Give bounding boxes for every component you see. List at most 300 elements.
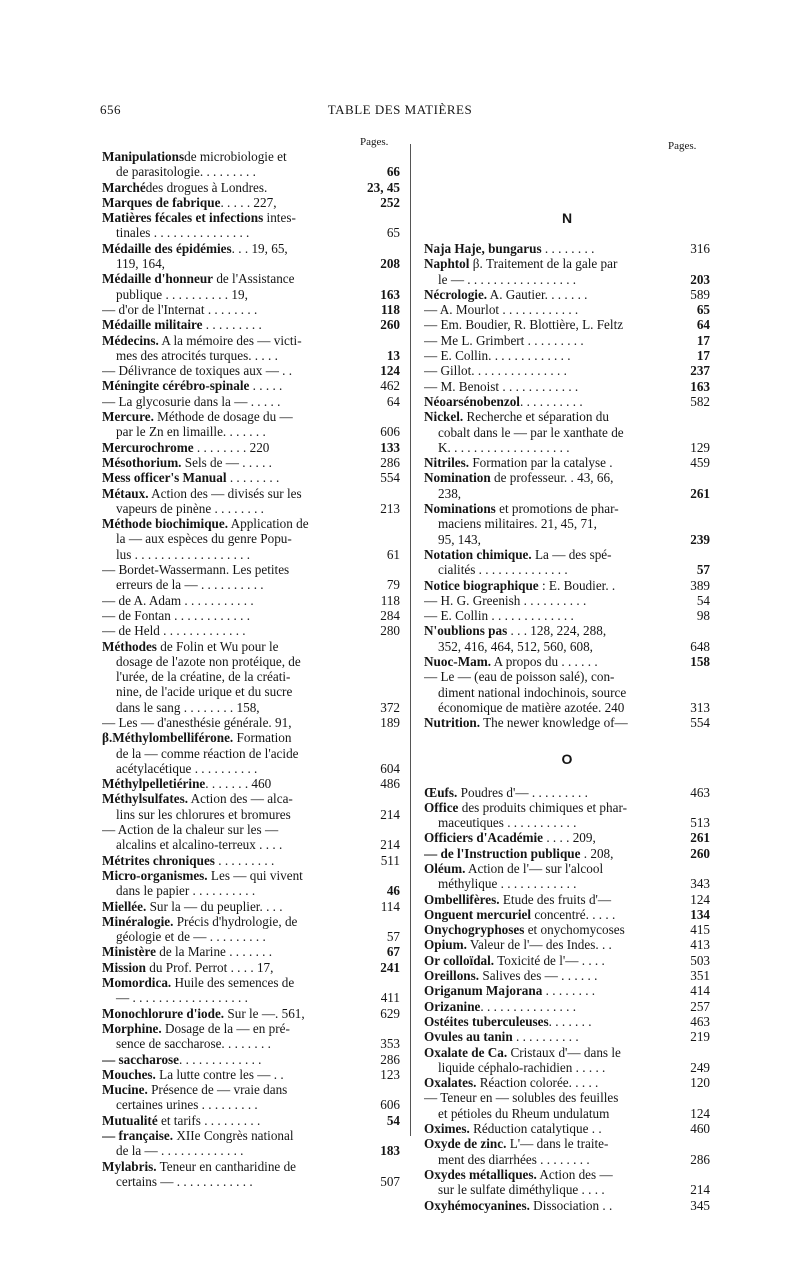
entry-line — [102, 378, 360, 393]
entry-text: nine, de l'acide urique et du sucre — [116, 684, 293, 700]
page-reference: 351 — [690, 968, 710, 984]
entry-term: Origanum Majorana — [424, 983, 543, 999]
entry-line — [102, 1067, 360, 1082]
entry-line — [424, 455, 670, 470]
entry-text: XIIe Congrès national — [173, 1128, 294, 1143]
index-entry — [102, 639, 400, 715]
entry-line — [424, 379, 670, 394]
entry-text: Présence de — vraie dans — [147, 1082, 288, 1098]
index-entry — [424, 1029, 710, 1044]
index-entry — [102, 562, 400, 593]
entry-line — [424, 547, 670, 562]
entry-text: A. Gautier. . . . . . . — [487, 286, 588, 302]
page-reference: 189 — [380, 714, 400, 730]
index-entry — [102, 623, 400, 638]
page-reference: 486 — [380, 776, 400, 792]
index-entry — [102, 241, 400, 272]
entry-text: 119, 164, — [116, 256, 165, 272]
entry-term: Néoarsénobenzol — [424, 393, 520, 409]
entry-line — [102, 409, 360, 424]
entry-line — [424, 800, 670, 815]
entry-line — [424, 562, 670, 577]
entry-term: Nickel. — [424, 409, 464, 425]
page-reference: 133 — [380, 439, 400, 455]
entry-line — [102, 593, 360, 608]
entry-text: — Le — (eau de poisson salé), con- — [424, 669, 615, 685]
page-reference: 46 — [386, 883, 400, 899]
index-entry — [102, 440, 400, 455]
page-reference: 23, 45 — [367, 179, 400, 195]
index-entry — [102, 486, 400, 517]
page-reference: 413 — [690, 937, 710, 953]
entry-text: publique . . . . . . . . . . 19, — [116, 286, 248, 302]
index-entry — [102, 791, 400, 822]
index-entry — [102, 210, 400, 241]
entry-line — [102, 761, 360, 776]
page-reference: 257 — [690, 998, 710, 1014]
index-entry — [102, 822, 400, 853]
index-entry — [102, 317, 400, 332]
entry-text: . . . . . . . . . . . . . — [179, 1051, 262, 1067]
entry-term: Manipulations — [102, 149, 185, 164]
entry-text: liquide céphalo-rachidien . . . . . — [438, 1059, 606, 1075]
index-entry — [102, 470, 400, 485]
entry-line — [424, 1136, 670, 1151]
index-entry — [102, 455, 400, 470]
entry-text: . . . 19, 65, — [231, 240, 288, 256]
entry-term: Officiers d'Académie — [424, 830, 544, 846]
pages-column-label-left: Pages. — [360, 136, 389, 148]
index-entry — [102, 409, 400, 440]
index-entry — [102, 1052, 400, 1067]
entry-term: Opium. — [424, 937, 467, 953]
section-letter: O — [561, 750, 573, 767]
entry-term: Nominations — [424, 501, 496, 517]
entry-term: Mésothorium. — [102, 454, 182, 470]
page-reference: 280 — [380, 623, 400, 639]
page-reference: 261 — [690, 830, 710, 846]
entry-line — [102, 256, 360, 271]
entry-text: — Délivrance de toxiques aux — . . — [102, 363, 293, 379]
entry-term: Onguent mercuriel — [424, 906, 532, 922]
entry-line — [424, 815, 670, 830]
page-reference: 415 — [690, 922, 710, 938]
index-column-right — [424, 207, 710, 1213]
entry-term: Minéralogie. — [102, 913, 174, 929]
entry-line — [424, 876, 670, 891]
entry-text: de professeur. . 43, 66, — [490, 470, 614, 486]
entry-term: Mouches. — [102, 1066, 156, 1082]
entry-term: Œufs. — [424, 784, 458, 800]
entry-term: — de l'Instruction publique — [424, 845, 581, 861]
page-reference: 372 — [380, 699, 400, 715]
entry-text: maceutiques . . . . . . . . . . . — [438, 815, 577, 831]
entry-line — [424, 1090, 670, 1105]
entry-line — [102, 990, 360, 1005]
entry-text: — Gillot. . . . . . . . . . . . . . . — [424, 363, 567, 379]
entry-line — [102, 944, 360, 959]
page-reference: 589 — [690, 286, 710, 302]
entry-text: — Les — d'anesthésie générale. 91, — [102, 714, 292, 730]
entry-line — [102, 669, 360, 684]
page-reference: 64 — [696, 317, 710, 333]
entry-line — [102, 1082, 360, 1097]
entry-line — [102, 470, 360, 485]
entry-term: Mutualité — [102, 1112, 158, 1128]
index-entry — [424, 907, 710, 922]
entry-term: Monochlorure d'iode. — [102, 1005, 225, 1021]
entry-line — [424, 937, 670, 952]
entry-line — [102, 164, 360, 179]
entry-text: Réduction catalytique . . — [469, 1121, 602, 1137]
page-reference: 511 — [380, 852, 400, 868]
index-entry — [424, 348, 710, 363]
index-entry — [102, 180, 400, 195]
entry-line — [102, 608, 360, 623]
entry-text: — de Held . . . . . . . . . . . . . — [102, 623, 246, 639]
page-reference: 286 — [690, 1151, 710, 1167]
entry-text: — H. G. Greenish . . . . . . . . . . — [424, 592, 587, 608]
page-reference: 183 — [380, 1143, 400, 1159]
page-reference: 129 — [690, 439, 710, 455]
index-entry — [424, 547, 710, 578]
entry-text: des produits chimiques et phar- — [458, 799, 627, 815]
entry-text: cobalt dans le — par le xanthate de — [438, 424, 624, 440]
index-entry — [102, 914, 400, 945]
entry-line — [424, 394, 670, 409]
entry-term: Mercure. — [102, 409, 154, 425]
page-reference: 57 — [386, 929, 400, 945]
index-entry — [424, 394, 710, 409]
page-reference: 213 — [380, 500, 400, 516]
index-entry — [102, 378, 400, 393]
entry-text: . . . . 209, — [543, 830, 596, 846]
entry-line — [102, 562, 360, 577]
entry-line — [102, 960, 360, 975]
index-entry — [424, 455, 710, 470]
entry-text: géologie et de — . . . . . . . . . — [116, 929, 266, 945]
entry-text: de microbiologie et — [184, 149, 287, 164]
index-entry — [102, 333, 400, 364]
entry-text: Sels de — . . . . . — [181, 454, 272, 470]
entry-text: Application de — [228, 516, 309, 532]
index-entry — [424, 623, 710, 654]
page-reference: 241 — [380, 959, 400, 975]
page-reference: 64 — [386, 393, 400, 409]
entry-line — [424, 363, 670, 378]
entry-line — [102, 547, 360, 562]
entry-line — [424, 639, 670, 654]
page-reference: 237 — [690, 363, 710, 379]
index-entry — [424, 861, 710, 892]
index-entry — [102, 195, 400, 210]
page-reference: 629 — [380, 1005, 400, 1021]
entry-text: méthylique . . . . . . . . . . . . — [438, 876, 577, 892]
entry-text: certains — . . . . . . . . . . . . — [116, 1173, 253, 1189]
entry-text: A propos du . . . . . . — [491, 654, 598, 670]
index-entry — [424, 302, 710, 317]
entry-text: . . . . . . . — [548, 1013, 592, 1029]
index-entry — [102, 1128, 400, 1159]
entry-line — [424, 272, 670, 287]
entry-line — [102, 1159, 360, 1174]
entry-text: du Prof. Perrot . . . . 17, — [145, 959, 274, 975]
entry-text: vapeurs de pinène . . . . . . . . — [116, 500, 264, 516]
entry-line — [424, 440, 670, 455]
entry-line — [424, 287, 670, 302]
entry-line — [102, 623, 360, 638]
entry-term: Métaux. — [102, 485, 149, 501]
entry-text: Valeur de l'— des Indes. . . — [466, 937, 612, 953]
index-entry — [102, 899, 400, 914]
entry-line — [424, 241, 670, 256]
entry-text: Formation par la catalyse . — [469, 455, 613, 471]
entry-line — [102, 1097, 360, 1112]
entry-text: . . . . . . . . . . . . . . . — [480, 998, 577, 1014]
entry-term: Oreillons. — [424, 968, 480, 984]
index-entry — [102, 1006, 400, 1021]
page-reference: 67 — [386, 944, 400, 960]
entry-text: diment national indochinois, source — [438, 684, 627, 700]
entry-line — [424, 983, 670, 998]
entry-text: 95, 143, — [438, 531, 481, 547]
entry-term: Métrites chroniques — [102, 852, 215, 868]
page-reference: 163 — [380, 286, 400, 302]
index-entry — [424, 800, 710, 831]
entry-line — [102, 883, 360, 898]
entry-text: Etude des fruits d'— — [499, 891, 612, 907]
page-reference: 313 — [690, 699, 710, 715]
entry-text: des drogues à Londres. — [145, 179, 268, 195]
entry-term: Méthode biochimique. — [102, 516, 229, 532]
entry-line — [102, 822, 360, 837]
entry-text: le — . . . . . . . . . . . . . . . . . — [438, 271, 577, 287]
entry-text: intes- — [263, 210, 296, 226]
index-entry — [424, 1136, 710, 1167]
entry-text: — Action de la chaleur sur les — — [102, 822, 279, 838]
index-entry — [424, 1090, 710, 1121]
entry-line — [102, 531, 360, 546]
page-reference: 219 — [690, 1029, 710, 1045]
entry-line — [424, 785, 670, 800]
index-entry — [424, 608, 710, 623]
entry-text: économique de matière azotée. 240 — [438, 699, 625, 715]
entry-text: sence de saccharose. . . . . . . . — [116, 1036, 271, 1052]
index-entry — [102, 516, 400, 562]
entry-line — [102, 1052, 360, 1067]
entry-text: Poudres d'— . . . . . . . . . — [457, 784, 588, 800]
entry-line — [424, 1075, 670, 1090]
entry-term: Morphine. — [102, 1020, 162, 1036]
entry-text: . . . . . . . . . . — [512, 1029, 579, 1045]
pages-column-label-right: Pages. — [668, 140, 697, 152]
index-entry — [102, 1159, 400, 1190]
entry-line — [102, 486, 360, 501]
entry-text: — A. Mourlot . . . . . . . . . . . . — [424, 302, 579, 318]
entry-line — [102, 348, 360, 363]
entry-term: Médecins. — [102, 332, 159, 348]
index-entry — [424, 1121, 710, 1136]
page-reference: 286 — [380, 454, 400, 470]
index-entry — [424, 287, 710, 302]
entry-term: Oxalates. — [424, 1075, 477, 1091]
page-header — [100, 102, 700, 122]
index-entry — [102, 975, 400, 1006]
entry-text: dans le papier . . . . . . . . . . — [116, 883, 256, 899]
entry-line — [102, 180, 360, 195]
entry-text: Salives des — . . . . . . — [479, 968, 598, 984]
entry-text: tinales . . . . . . . . . . . . . . . — [116, 225, 250, 241]
entry-line — [424, 409, 670, 424]
page-reference: 208 — [380, 256, 400, 272]
page-reference: 66 — [386, 164, 400, 180]
entry-text: — Em. Boudier, R. Blottière, L. Feltz — [424, 317, 624, 333]
entry-line — [102, 776, 360, 791]
entry-text: Précis d'hydrologie, de — [173, 913, 298, 929]
entry-line — [102, 210, 360, 225]
entry-line — [424, 333, 670, 348]
page-reference: 554 — [380, 470, 400, 486]
page-reference: 163 — [690, 378, 710, 394]
entry-text: . . . . . . . 460 — [205, 776, 272, 792]
entry-text: concentré. . . . . — [531, 906, 616, 922]
page-reference: 606 — [380, 424, 400, 440]
index-entry — [424, 578, 710, 593]
entry-line — [424, 623, 670, 638]
index-entry — [102, 302, 400, 317]
page-reference: 261 — [690, 485, 710, 501]
entry-term: Méthylsulfates. — [102, 791, 189, 807]
page-reference: 460 — [690, 1121, 710, 1137]
entry-term: Notice biographique — [424, 577, 539, 593]
index-entry — [424, 317, 710, 332]
entry-text: . . . 128, 224, 288, — [507, 623, 607, 639]
entry-text: dans le sang . . . . . . . . 158, — [116, 699, 260, 715]
entry-text: Action de l'— sur l'alcool — [465, 860, 604, 876]
entry-text: dosage de l'azote non protéique, de — [116, 653, 301, 669]
entry-line — [102, 639, 360, 654]
entry-line — [102, 791, 360, 806]
index-entry — [424, 953, 710, 968]
index-entry — [424, 715, 710, 730]
index-entry — [424, 669, 710, 715]
entry-line — [424, 317, 670, 332]
entry-line — [424, 1167, 670, 1182]
page-reference: 17 — [696, 348, 710, 364]
index-entry — [424, 1198, 710, 1213]
entry-text: L'— dans le traite- — [506, 1136, 609, 1152]
entry-text: Méthode de dosage du — — [153, 409, 293, 425]
page-reference: 98 — [696, 608, 710, 624]
entry-term: Oximes. — [424, 1121, 470, 1137]
entry-text: et pétioles du Rheum undulatum — [438, 1105, 610, 1121]
entry-text: de parasitologie. . . . . . . . . — [116, 164, 256, 180]
entry-line — [102, 654, 360, 669]
entry-term: Micro-organismes. — [102, 867, 208, 883]
entry-line — [424, 608, 670, 623]
index-entry — [424, 1075, 710, 1090]
page-reference: 17 — [696, 332, 710, 348]
entry-line — [424, 486, 670, 501]
page-reference: 214 — [380, 837, 400, 853]
entry-line — [102, 868, 360, 883]
index-entry — [102, 960, 400, 975]
entry-text: La — des spé- — [531, 546, 612, 562]
index-entry — [102, 1067, 400, 1082]
index-entry — [102, 944, 400, 959]
entry-line — [424, 953, 670, 968]
index-entry — [424, 1167, 710, 1198]
entry-text: Recherche et séparation du — [463, 409, 609, 425]
index-entry — [424, 363, 710, 378]
entry-line — [102, 837, 360, 852]
entry-term: N'oublions pas — [424, 623, 508, 639]
entry-text: sur le sulfate diméthylique . . . . — [438, 1182, 605, 1198]
page-reference: 124 — [380, 363, 400, 379]
entry-text: — Bordet-Wassermann. Les petites — [102, 562, 290, 578]
index-entry — [424, 241, 710, 256]
entry-term: Méthodes — [102, 638, 157, 654]
entry-term: Oxydes métalliques. — [424, 1166, 537, 1182]
page-reference: 79 — [386, 577, 400, 593]
index-entry — [424, 830, 710, 845]
index-entry — [102, 1113, 400, 1128]
entry-line — [102, 149, 360, 164]
page-reference: 252 — [380, 194, 400, 210]
entry-text: . . . . . . . . . — [202, 317, 262, 333]
index-entry — [424, 470, 710, 501]
entry-line — [424, 1014, 670, 1029]
entry-text: mes des atrocités turques. . . . . — [116, 347, 278, 363]
entry-term: Ministère — [102, 944, 156, 960]
entry-term: Médaille des épidémies — [102, 240, 232, 256]
entry-text: et onychomycoses — [524, 922, 625, 938]
entry-text: — E. Collin . . . . . . . . . . . . . — [424, 608, 574, 624]
index-entry — [102, 715, 400, 730]
entry-text: . . . . . . . . 220 — [193, 439, 270, 455]
entry-term: Marques de fabrique — [102, 194, 221, 210]
page-reference: 462 — [380, 378, 400, 394]
section-letter: N — [561, 210, 573, 226]
page-reference: 57 — [696, 562, 710, 578]
entry-line — [102, 302, 360, 317]
page-reference: 286 — [380, 1051, 400, 1067]
entry-text: de la — comme réaction de l'acide — [116, 745, 299, 761]
entry-line — [102, 807, 360, 822]
entry-line — [102, 684, 360, 699]
index-entry — [424, 785, 710, 800]
entry-term: Mercurochrome — [102, 439, 194, 455]
entry-term: Or colloïdal. — [424, 952, 495, 968]
entry-line — [102, 929, 360, 944]
entry-text: et tarifs . . . . . . . . . — [157, 1112, 261, 1128]
entry-line — [102, 715, 360, 730]
index-entry — [424, 968, 710, 983]
entry-text: : E. Boudier. . — [538, 577, 616, 593]
entry-term: Office — [424, 799, 459, 815]
entry-term: Momordica. — [102, 975, 172, 991]
entry-text: l'urée, de la créatine, de la créati- — [116, 669, 291, 685]
entry-line — [102, 700, 360, 715]
entry-line — [102, 975, 360, 990]
entry-term: Oxyde de zinc. — [424, 1136, 507, 1152]
entry-text: de la — . . . . . . . . . . . . . — [116, 1143, 244, 1159]
entry-line — [424, 1121, 670, 1136]
entry-line — [424, 1045, 670, 1060]
entry-text: lins sur les chlorures et bromures — [116, 806, 291, 822]
entry-text: alcalins et alcalino-terreux . . . . — [116, 837, 283, 853]
entry-line — [102, 317, 360, 332]
